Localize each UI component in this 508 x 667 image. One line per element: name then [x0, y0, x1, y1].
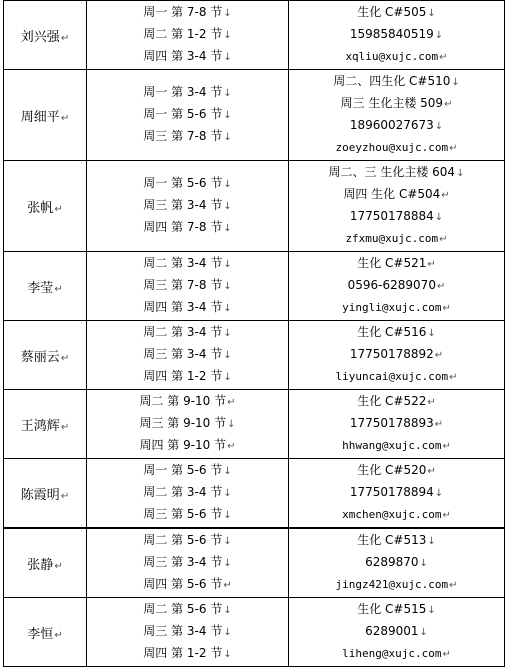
table-row — [4, 390, 505, 459]
table-row — [4, 1, 505, 70]
contact-cell: 生化 C#521↵ 0596-6289070↵ yingli@xujc.com↵ — [289, 252, 505, 321]
contact-cell: 生化 C#516↓ 17750178892↵ liyuncai@xujc.com↵ — [289, 321, 505, 390]
contact-cell: 生化 C#513↓ 6289870↓ jingz421@xujc.com↵ — [289, 528, 505, 598]
office-hours-cell: 周一 第 5-6 节↓ 周二 第 3-4 节↓ 周三 第 5-6 节↓ — [87, 459, 289, 529]
office-hours-cell: 周二 第 5-6 节↓ 周三 第 3-4 节↓ 周四 第 5-6 节↵ — [87, 528, 289, 598]
contact-cell: 生化 C#520↵ 17750178894↓ xmchen@xujc.com↵ — [289, 459, 505, 529]
office-hours-cell: 周二 第 5-6 节↓ 周三 第 3-4 节↓ 周四 第 1-2 节↓ — [87, 598, 289, 667]
teacher-name-cell: 周细平↵ — [4, 70, 87, 161]
office-hours-table — [3, 0, 505, 667]
table-row — [4, 528, 505, 598]
table-row — [4, 459, 505, 529]
table-row — [4, 321, 505, 390]
office-hours-cell: 周二 第 3-4 节↓ 周三 第 3-4 节↓ 周四 第 1-2 节↓ — [87, 321, 289, 390]
table-row — [4, 70, 505, 161]
contact-cell: 周二、三 生化主楼 604↓ 周四 生化 C#504↵ 17750178884↓ zfxmu@xujc.com↵ — [289, 161, 505, 252]
teacher-name-cell: 李莹↵ — [4, 252, 87, 321]
teacher-name-cell: 李恒↵ — [4, 598, 87, 667]
teacher-name-cell: 蔡丽云↵ — [4, 321, 87, 390]
office-hours-cell: 周二 第 3-4 节↓ 周三 第 7-8 节↓ 周四 第 3-4 节↓ — [87, 252, 289, 321]
table-row — [4, 598, 505, 667]
teacher-name-cell: 张帆↵ — [4, 161, 87, 252]
office-hours-cell: 周二 第 9-10 节↵ 周三 第 9-10 节↓ 周四 第 9-10 节↵ — [87, 390, 289, 459]
office-hours-cell: 周一 第 5-6 节↓ 周三 第 3-4 节↓ 周四 第 7-8 节↓ — [87, 161, 289, 252]
contact-cell: 生化 C#505↓ 15985840519↓ xqliu@xujc.com↵ — [289, 1, 505, 70]
teacher-name-cell: 王鸿辉↵ — [4, 390, 87, 459]
teacher-name-cell: 陈霞明↵ — [4, 459, 87, 529]
contact-cell: 周二、四生化 C#510↓ 周三 生化主楼 509↵ 18960027673↓ zoeyzhou@xujc.com↵ — [289, 70, 505, 161]
contact-cell: 生化 C#522↵ 17750178893↵ hhwang@xujc.com↵ — [289, 390, 505, 459]
teacher-name-cell: 刘兴强↵ — [4, 1, 87, 70]
office-hours-cell: 周一 第 3-4 节↓ 周一 第 5-6 节↓ 周三 第 7-8 节↓ — [87, 70, 289, 161]
office-hours-cell: 周一 第 7-8 节↓ 周二 第 1-2 节↓ 周四 第 3-4 节↓ — [87, 1, 289, 70]
table-row — [4, 252, 505, 321]
teacher-name-cell: 张静↵ — [4, 528, 87, 598]
table-row — [4, 161, 505, 252]
contact-cell: 生化 C#515↓ 6289001↓ liheng@xujc.com↵ — [289, 598, 505, 667]
